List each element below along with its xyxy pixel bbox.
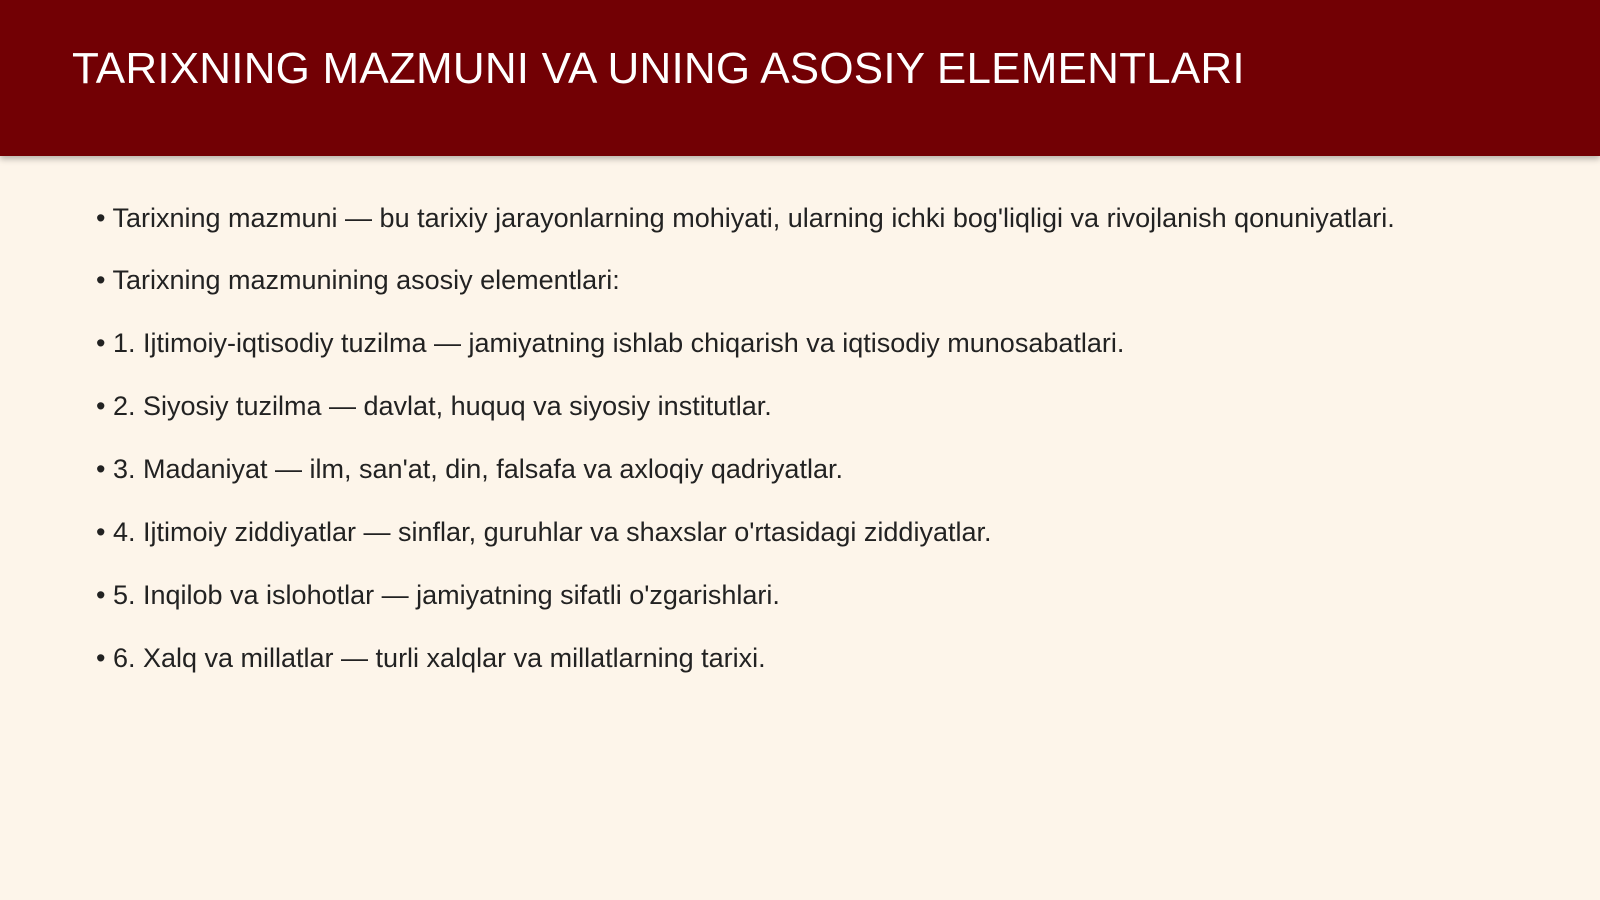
slide-header-bar bbox=[0, 0, 1600, 156]
slide-content bbox=[96, 198, 1456, 701]
bullet-intro: • Tarixning mazmuni — bu tarixiy jarayonlarning mohiyati, ularning ichki bog'liqligi va rivojlanish qonuniyatlari. bbox=[96, 203, 1395, 233]
bullet-element-6: • 6. Xalq va millatlar — turli xalqlar va millatlarning tarixi. bbox=[96, 643, 766, 673]
bullet-element-1: • 1. Ijtimoiy-iqtisodiy tuzilma — jamiyatning ishlab chiqarish va iqtisodiy munosabatlari. bbox=[96, 328, 1125, 358]
bullet-element-3: • 3. Madaniyat — ilm, san'at, din, falsafa va axloqiy qadriyatlar. bbox=[96, 454, 843, 484]
bullet-element-4: • 4. Ijtimoiy ziddiyatlar — sinflar, guruhlar va shaxslar o'rtasidagi ziddiyatlar. bbox=[96, 517, 992, 547]
bullet-elements-heading: • Tarixning mazmunining asosiy elementlari: bbox=[96, 265, 620, 295]
slide-title: TARIXNING MAZMUNI VA UNING ASOSIY ELEMENTLARI bbox=[72, 44, 1245, 93]
bullet-element-5: • 5. Inqilob va islohotlar — jamiyatning sifatli o'zgarishlari. bbox=[96, 580, 780, 610]
bullet-element-2: • 2. Siyosiy tuzilma — davlat, huquq va siyosiy institutlar. bbox=[96, 391, 772, 421]
